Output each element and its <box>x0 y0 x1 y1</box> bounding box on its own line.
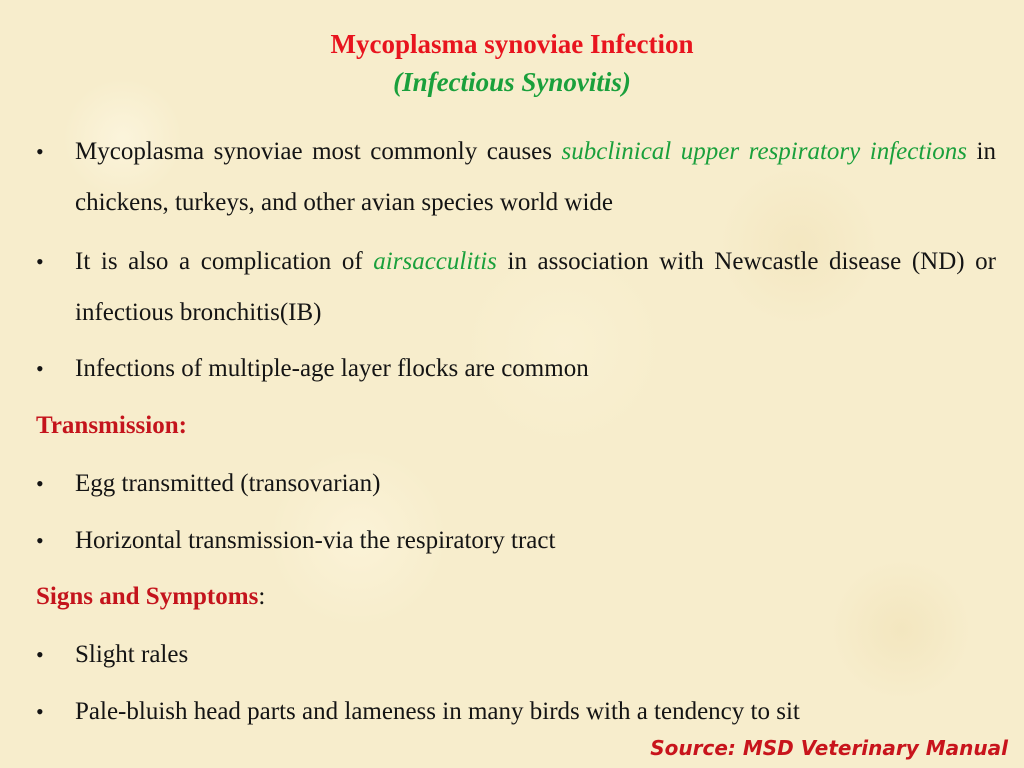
bullet-text: Infections of multiple-age layer flocks are common <box>75 355 589 382</box>
bullet-item <box>36 629 996 680</box>
bullet-text: Horizontal transmission-via the respiratory tract <box>75 527 556 554</box>
bullet-dot: • <box>36 642 44 667</box>
bullet-item <box>36 458 996 509</box>
bullet-dot: • <box>36 699 44 724</box>
bullet-item <box>36 236 996 338</box>
bullet-dot: • <box>36 528 44 553</box>
bullet-dot: • <box>36 471 44 496</box>
bullet-text <box>75 236 996 338</box>
bullet-highlight: subclinical upper respiratory infections <box>561 138 967 165</box>
slide-title: Mycoplasma synoviae Infection <box>330 29 694 59</box>
bullet-text-after: in association with Newcastle disease (ND) or infectious bronchitis(IB) <box>75 248 997 326</box>
bullet-dot: • <box>36 249 44 274</box>
bullet-dot: • <box>36 356 44 381</box>
source-citation: Source: MSD Veterinary Manual <box>650 736 1008 760</box>
bullet-item <box>36 686 996 737</box>
bullet-text: Slight rales <box>75 641 189 668</box>
section-heading-colon: : <box>258 583 266 610</box>
slide-subtitle: (Infectious Synovitis) <box>393 67 631 97</box>
bullet-item <box>36 515 996 566</box>
bullet-highlight: airsacculitis <box>373 248 497 275</box>
bullet-text <box>75 126 996 228</box>
section-heading-text: Transmission: <box>36 412 187 439</box>
section-heading-signs <box>36 577 265 617</box>
bullet-text-before: It is also a complication of <box>75 248 374 275</box>
bullet-text-after: in chickens, turkeys, and other avian species world wide <box>75 138 996 216</box>
section-heading-transmission <box>36 406 187 446</box>
bullet-text-before: Mycoplasma synoviae most commonly causes <box>75 138 562 165</box>
bullet-dot: • <box>36 139 44 164</box>
section-heading-text: Signs and Symptoms <box>36 583 259 610</box>
bullet-text: Egg transmitted (transovarian) <box>75 470 381 497</box>
bullet-item <box>36 343 996 394</box>
bullet-text: Pale-bluish head parts and lameness in many birds with a tendency to sit <box>75 698 800 725</box>
bullet-item <box>36 126 996 228</box>
